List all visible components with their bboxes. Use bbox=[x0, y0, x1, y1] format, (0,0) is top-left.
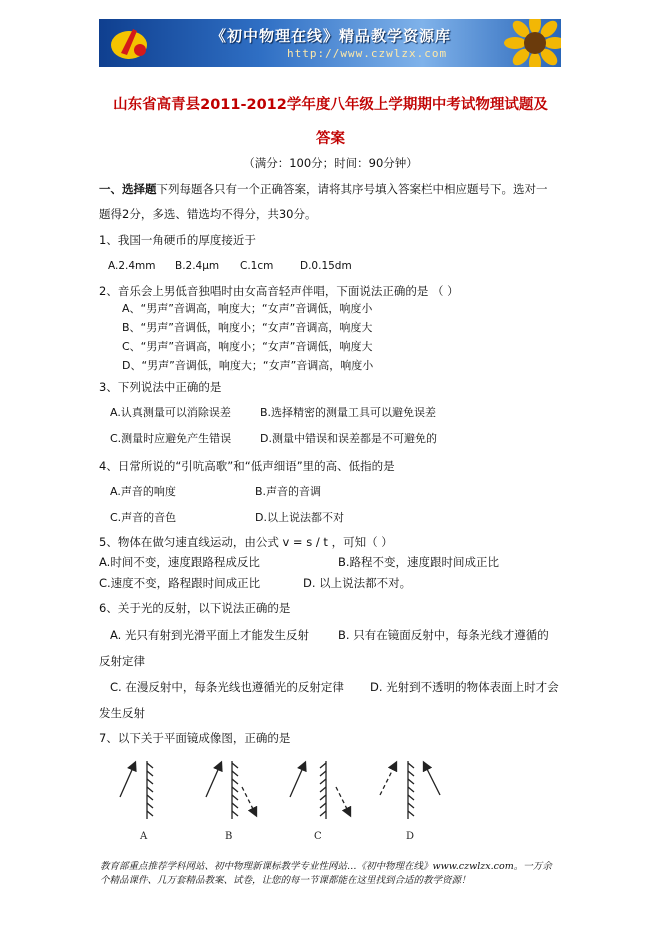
document-title-line2: 答案 bbox=[316, 131, 345, 147]
sunflower-icon bbox=[503, 19, 561, 67]
q7-stem: 7、以下关于平面镜成像图，正确的是 bbox=[99, 731, 291, 745]
q6-option-b: B. 只有在镜面反射中，每条光线才遵循的 bbox=[338, 628, 549, 642]
footer-note bbox=[100, 860, 566, 888]
footer-line2: 个精品课件、几万套精品教案、试卷，让您的每一节课都能在这里找到合适的教学资源！ bbox=[100, 875, 471, 886]
diagram-c bbox=[290, 761, 350, 819]
footer-line1: 教育部重点推荐学科网站、初中物理新课标教学专业性网站…《初中物理在线》www.czwlzx.com。一万余 bbox=[100, 861, 552, 872]
q5-option-d: D. 以上说法都不对。 bbox=[303, 576, 412, 590]
q3-option-d: D.测量中错误和误差都是不可避免的 bbox=[260, 432, 437, 445]
q6-option-a: A. 光只有射到光滑平面上才能发生反射 bbox=[110, 628, 309, 642]
q4-option-d: D.以上说法都不对 bbox=[255, 511, 344, 524]
q1-stem: 1、我国一角硬币的厚度接近于 bbox=[99, 233, 256, 247]
q4-stem: 4、日常所说的“引吭高歌”和“低声细语”里的高、低指的是 bbox=[99, 459, 395, 473]
section1-intro bbox=[99, 182, 548, 196]
q3-stem: 3、下列说法中正确的是 bbox=[99, 380, 222, 394]
q5-option-c: C.速度不变，路程跟时间成正比 bbox=[99, 576, 261, 590]
section1-instruction-b: 题得2分，多选、错选均不得分，共30分。 bbox=[99, 207, 317, 221]
q2-stem: 2、音乐会上男低音独唱时由女高音轻声伴唱，下面说法正确的是 （ ） bbox=[99, 284, 459, 298]
q2-option-a: A、“男声”音调高，响度大；“女声”音调低，响度小 bbox=[122, 302, 373, 315]
q6-option-d-cont: 发生反射 bbox=[99, 706, 145, 720]
q2-option-c: C、“男声”音调高，响度小；“女声”音调低，响度大 bbox=[122, 340, 373, 353]
q4-option-a: A.声音的响度 bbox=[110, 485, 176, 498]
diagram-b bbox=[206, 761, 256, 819]
q4-option-c: C.声音的音色 bbox=[110, 511, 177, 524]
q1-option-a: A.2.4mm bbox=[108, 260, 156, 272]
diagram-a bbox=[120, 761, 153, 819]
section1-heading: 一、选择题 bbox=[99, 182, 157, 196]
document-title-line1: 山东省高青县2011-2012学年度八年级上学期期中考试物理试题及 bbox=[113, 97, 548, 113]
q6-option-c: C. 在漫反射中，每条光线也遵循光的反射定律 bbox=[110, 680, 344, 694]
q6-stem: 6、关于光的反射，以下说法正确的是 bbox=[99, 601, 291, 615]
q1-option-d: D.0.15dm bbox=[300, 260, 352, 272]
q3-option-b: B.选择精密的测量工具可以避免误差 bbox=[260, 406, 437, 419]
q5-option-b: B.路程不变，速度跟时间成正比 bbox=[338, 555, 500, 569]
diagram-d bbox=[380, 761, 440, 819]
q6-option-b-cont: 反射定律 bbox=[99, 654, 145, 668]
header-banner bbox=[99, 19, 561, 67]
q5-option-a: A.时间不变，速度跟路程成反比 bbox=[99, 555, 260, 569]
q6-option-d: D. 光射到不透明的物体表面上时才会 bbox=[370, 680, 559, 694]
figure-label-d: D bbox=[406, 831, 415, 842]
q1-option-c: C.1cm bbox=[240, 260, 274, 272]
q1-option-b: B.2.4μm bbox=[175, 260, 220, 272]
figure-label-a: A bbox=[140, 831, 148, 842]
banner-url: http://www.czwlzx.com bbox=[287, 47, 448, 60]
q5-stem: 5、物体在做匀速直线运动，由公式 v = s / t ，可知（ ） bbox=[99, 535, 393, 549]
figure-label-c: C bbox=[314, 831, 322, 842]
mirror-reflection-figure bbox=[100, 757, 560, 847]
section1-instruction-a: 下列每题各只有一个正确答案，请将其序号填入答案栏中相应题号下。选对一 bbox=[156, 182, 548, 196]
exam-info: （满分：100分；时间：90分钟） bbox=[243, 156, 418, 170]
figure-label-b: B bbox=[225, 831, 233, 842]
q2-option-b: B、“男声”音调低，响度小；“女声”音调高，响度大 bbox=[122, 321, 373, 334]
q3-option-c: C.测量时应避免产生错误 bbox=[110, 432, 232, 445]
q3-option-a: A.认真测量可以消除误差 bbox=[110, 406, 231, 419]
q4-option-b: B.声音的音调 bbox=[255, 485, 322, 498]
banner-title: 《初中物理在线》精品教学资源库 bbox=[211, 27, 452, 45]
q2-option-d: D、“男声”音调低，响度大；“女声”音调高，响度小 bbox=[122, 359, 374, 372]
site-logo-icon bbox=[107, 23, 155, 63]
